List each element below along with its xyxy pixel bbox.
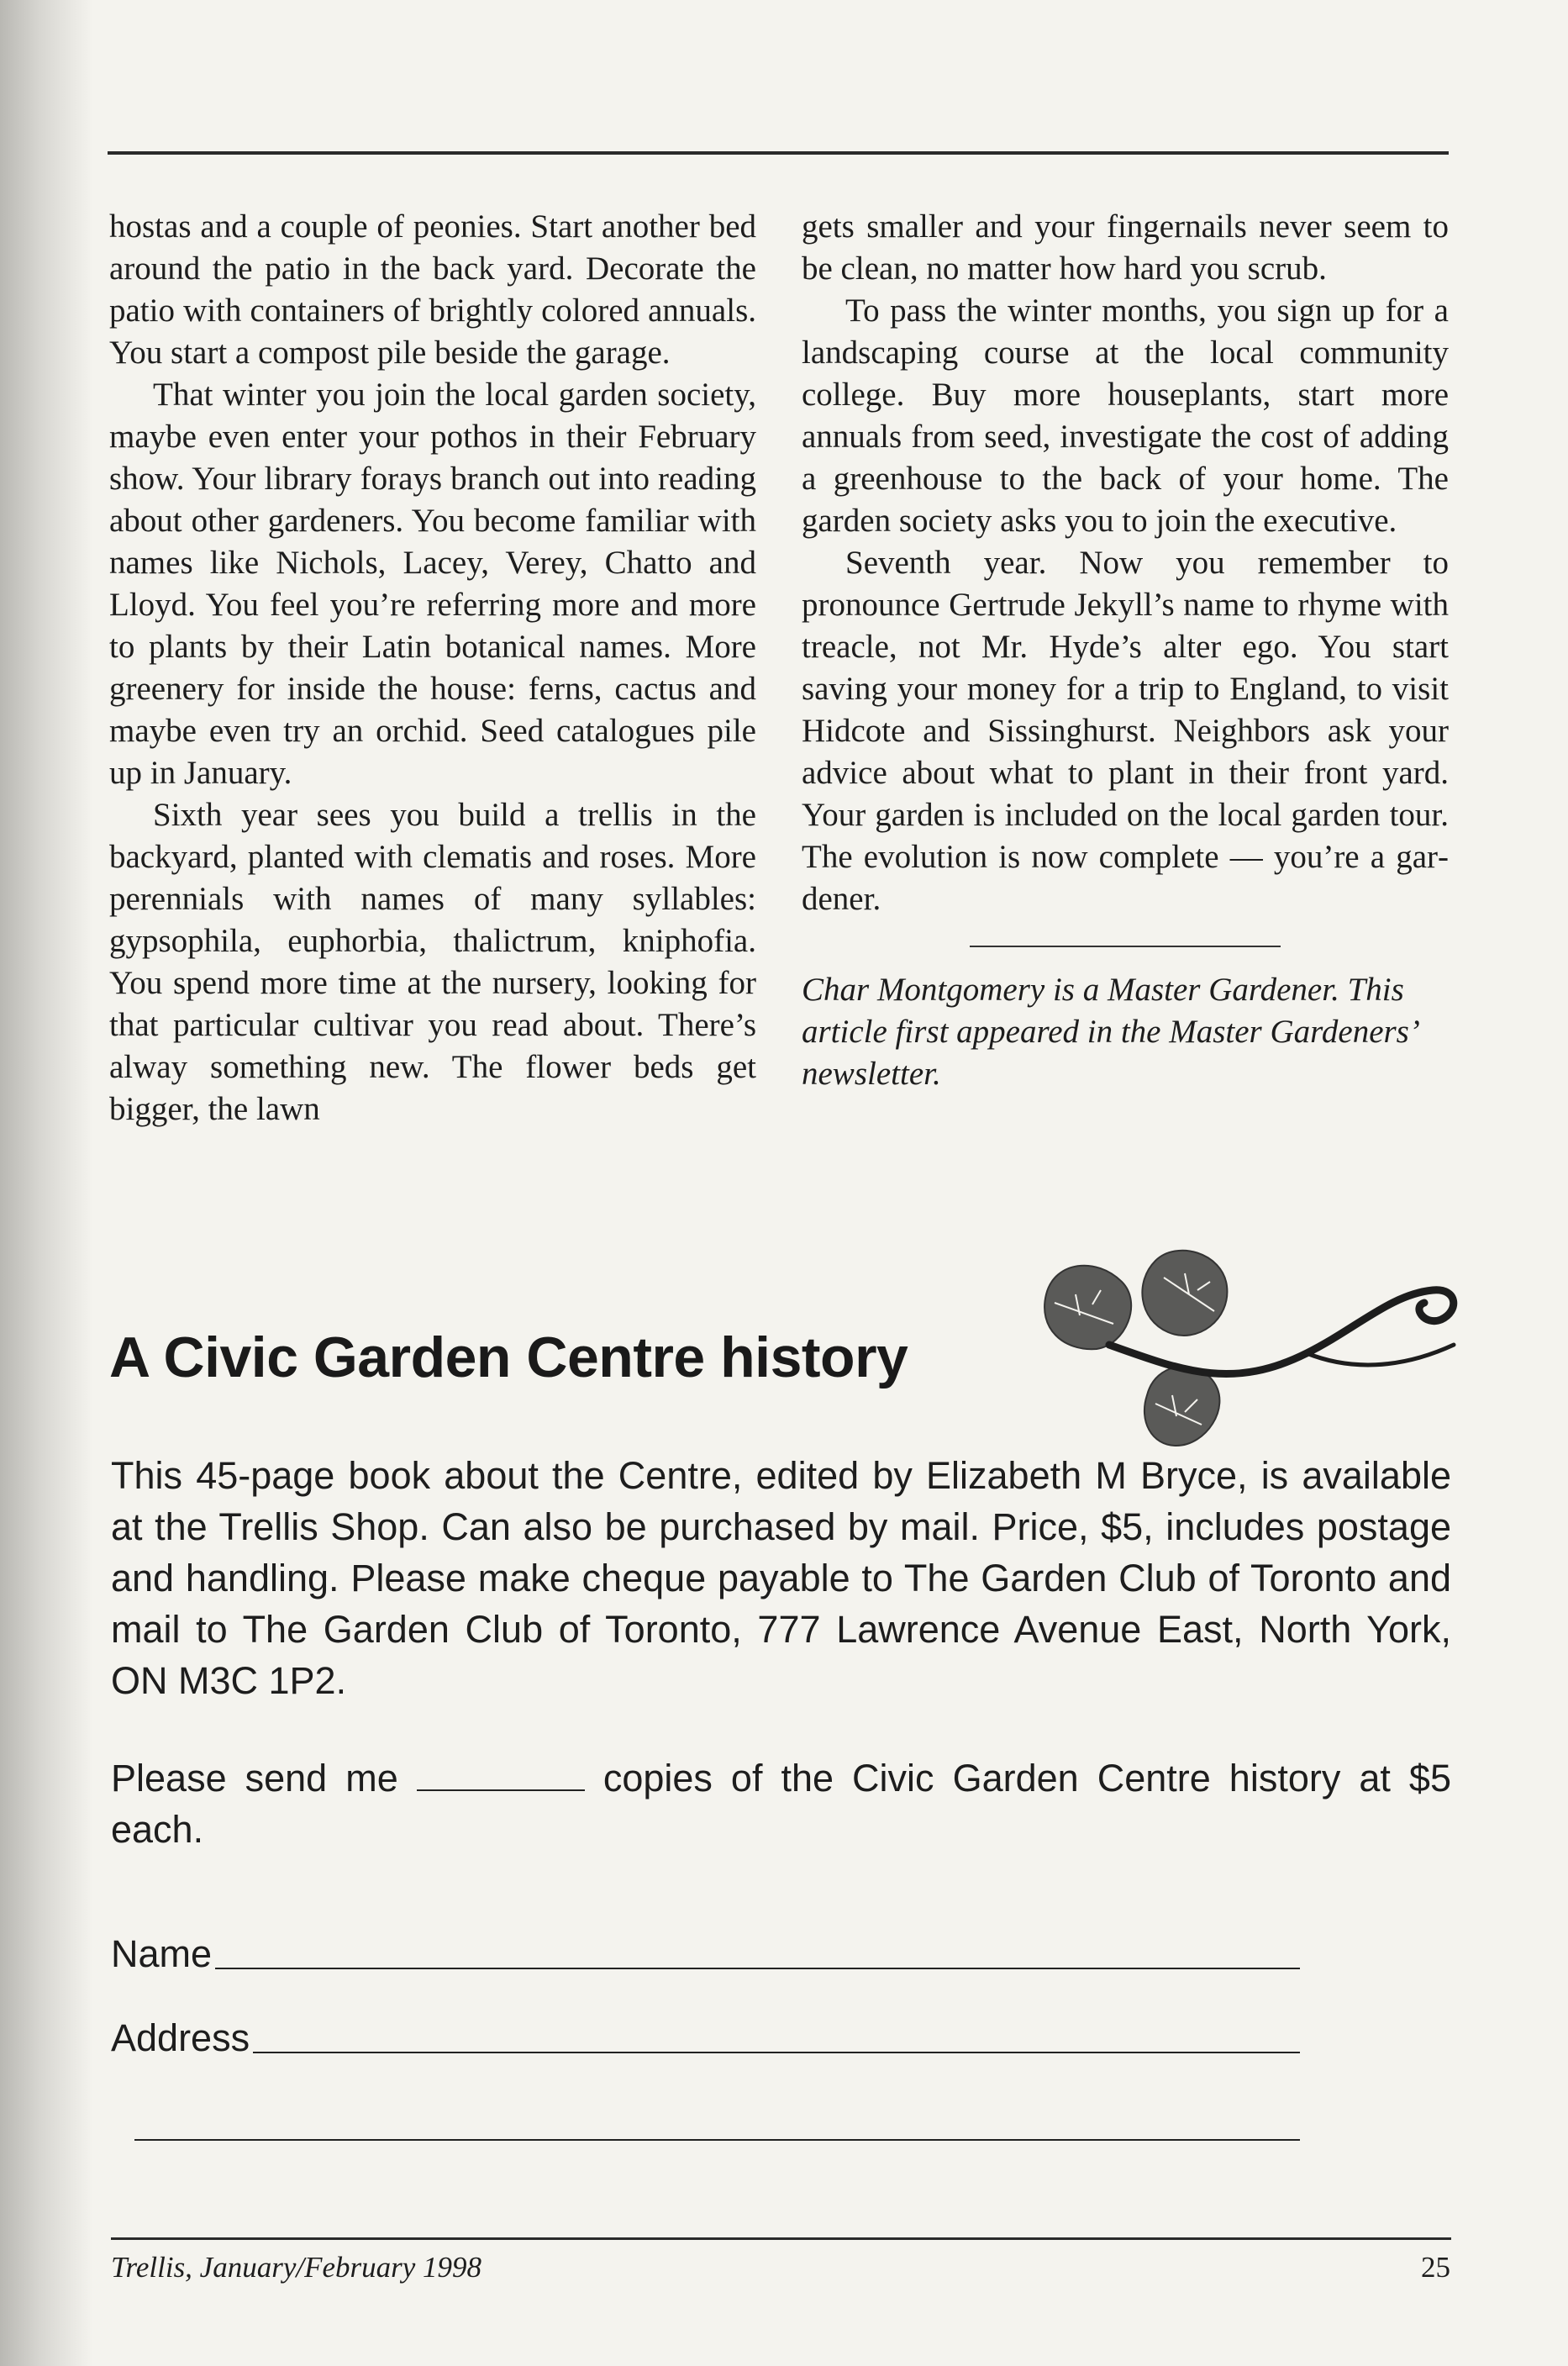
page-gutter-shadow xyxy=(0,0,92,2366)
name-field[interactable] xyxy=(215,1968,1300,1969)
address-field-line-2[interactable] xyxy=(134,2139,1300,2141)
copies-quantity-field[interactable] xyxy=(417,1756,585,1791)
footer-publication: Trellis, January/February 1998 xyxy=(111,2251,482,2284)
signature-divider xyxy=(970,946,1281,947)
address-label: Address xyxy=(111,2016,250,2059)
leaf-vine-ornament-icon xyxy=(1029,1244,1466,1454)
right-column xyxy=(802,206,1449,1095)
top-rule xyxy=(108,151,1449,155)
paragraph: gets smaller and your fingernails never seem to be clean, no matter how hard you scrub. xyxy=(802,208,1449,287)
order-text-after: copies of the Civic Garden Centre history at $5 each. xyxy=(111,1757,1451,1851)
order-text-before: Please send me xyxy=(111,1757,398,1800)
ad-body: This 45-page book about the Centre, edited by Elizabeth M Bryce, is available at the Trellis Shop. Can also be purchased by mail. Price, $5, includes postage and handling. Please make cheque payable to The Garden Club of Toronto and mail to The Garden Club of Toronto, 777 Lawrence Avenue East, North York, ON M3C 1P2. xyxy=(111,1454,1451,1702)
order-line xyxy=(111,1752,1451,1855)
author-bio: Char Montgomery is a Master Gardener. This article first appeared in the Master Gardeners’ newsletter. xyxy=(802,972,1417,1092)
name-label: Name xyxy=(111,1932,213,1975)
name-row xyxy=(111,1929,1300,1979)
bottom-rule xyxy=(111,2237,1451,2240)
left-column xyxy=(109,206,756,1130)
page-number: 25 xyxy=(1421,2251,1450,2284)
paragraph: To pass the winter months, you sign up for a landscaping course at the local community college. Buy more houseplants, start more annuals from seed, investigate the cost of adding a greenhouse to the back of your home. The garden society asks you to join the executive. xyxy=(802,292,1449,539)
ad-heading: A Civic Garden Centre history xyxy=(109,1325,908,1389)
paragraph: Seventh year. Now you remember to pronounce Gertrude Jekyll’s name to rhyme with treacle, not Mr. Hyde’s alter ego. You start saving your money for a trip to England, to visit Hidcote and Sissinghurst. Neighbors ask your advice about what to plant in their front yard. Your garden is included on the local garden tour. The evolution is now complete — you’re a gardener. xyxy=(802,545,1449,917)
paragraph: Sixth year sees you build a trellis in the backyard, planted with clematis and roses. More perennials with names of many syllables: gypsophila, euphorbia, thalictrum, kniphofia. You spend more time at the nursery, looking for that particular cultivar you read about. There’s alway something new. The flower beds get bigger, the lawn xyxy=(109,797,756,1127)
paragraph: hostas and a couple of peonies. Start another bed around the patio in the back yard. Decorate the patio with containers of brightly colored annuals. You start a compost pile beside the garage. xyxy=(109,208,756,371)
address-field[interactable] xyxy=(253,2052,1300,2053)
address-row xyxy=(111,2013,1300,2063)
paragraph: That winter you join the local garden society, maybe even enter your pothos in their February show. Your library forays branch out into reading about other gardeners. You become familiar with names like Nichols, Lacey, Verey, Chatto and Lloyd. You feel you’re referring more and more to plants by their Latin botanical names. More greenery for inside the house: ferns, cactus and maybe even try an orchid. Seed catalogues pile up in January. xyxy=(109,377,756,791)
